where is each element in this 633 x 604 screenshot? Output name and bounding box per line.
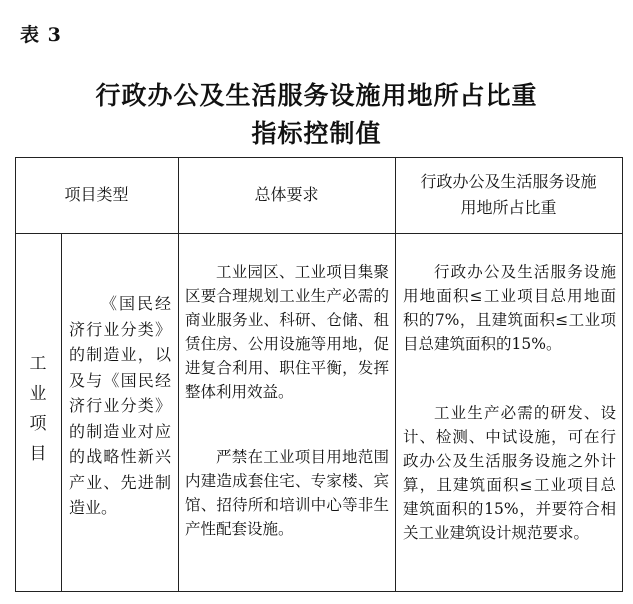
- requirement-paragraph-1: 工业园区、工业项目集聚区要合理规划工业生产必需的商业服务业、科研、仓储、租赁住房、公用设施等用地，促进复合利用、职住平衡，发挥整体利用效益。: [185, 263, 389, 401]
- category-divider: [61, 233, 62, 591]
- document-title-line2: 指标控制值: [251, 119, 382, 148]
- ratio-paragraph-1: 行政办公及生活服务设施用地面积≤工业项目总用地面积的7%，且建筑面积≤工业项目总建筑面积的15%。: [403, 263, 616, 353]
- header-project-type: 项目类型: [64, 185, 129, 204]
- table-bottom-border: [15, 591, 623, 592]
- table-number: 表 3: [20, 24, 62, 46]
- ratio-paragraph-2: 工业生产必需的研发、设计、检测、中试设施，可在行政办公及生活服务设施之外计算，且建筑面积≤工业项目总建筑面积的15%，并要符合相关工业建筑设计规范要求。: [403, 404, 616, 542]
- table-right-border: [622, 157, 623, 592]
- document-title-line1: 行政办公及生活服务设施用地所占比重: [95, 81, 538, 110]
- header-ratio: 行政办公及生活服务设施 用地所占比重: [420, 172, 597, 217]
- category-label: 工 业 项 目: [29, 354, 47, 464]
- type-description: 《国民经济行业分类》的制造业，以及与《国民经济行业分类》的制造业对应的战略性新兴产业、先进制造业。: [69, 294, 171, 517]
- indicator-table: [15, 157, 623, 592]
- requirement-paragraph-2: 严禁在工业项目用地范围内建造成套住宅、专家楼、宾馆、招待所和培训中心等非生产性配套设施。: [185, 448, 389, 538]
- header-overall-requirements: 总体要求: [254, 185, 319, 204]
- header-bottom-border: [15, 233, 623, 234]
